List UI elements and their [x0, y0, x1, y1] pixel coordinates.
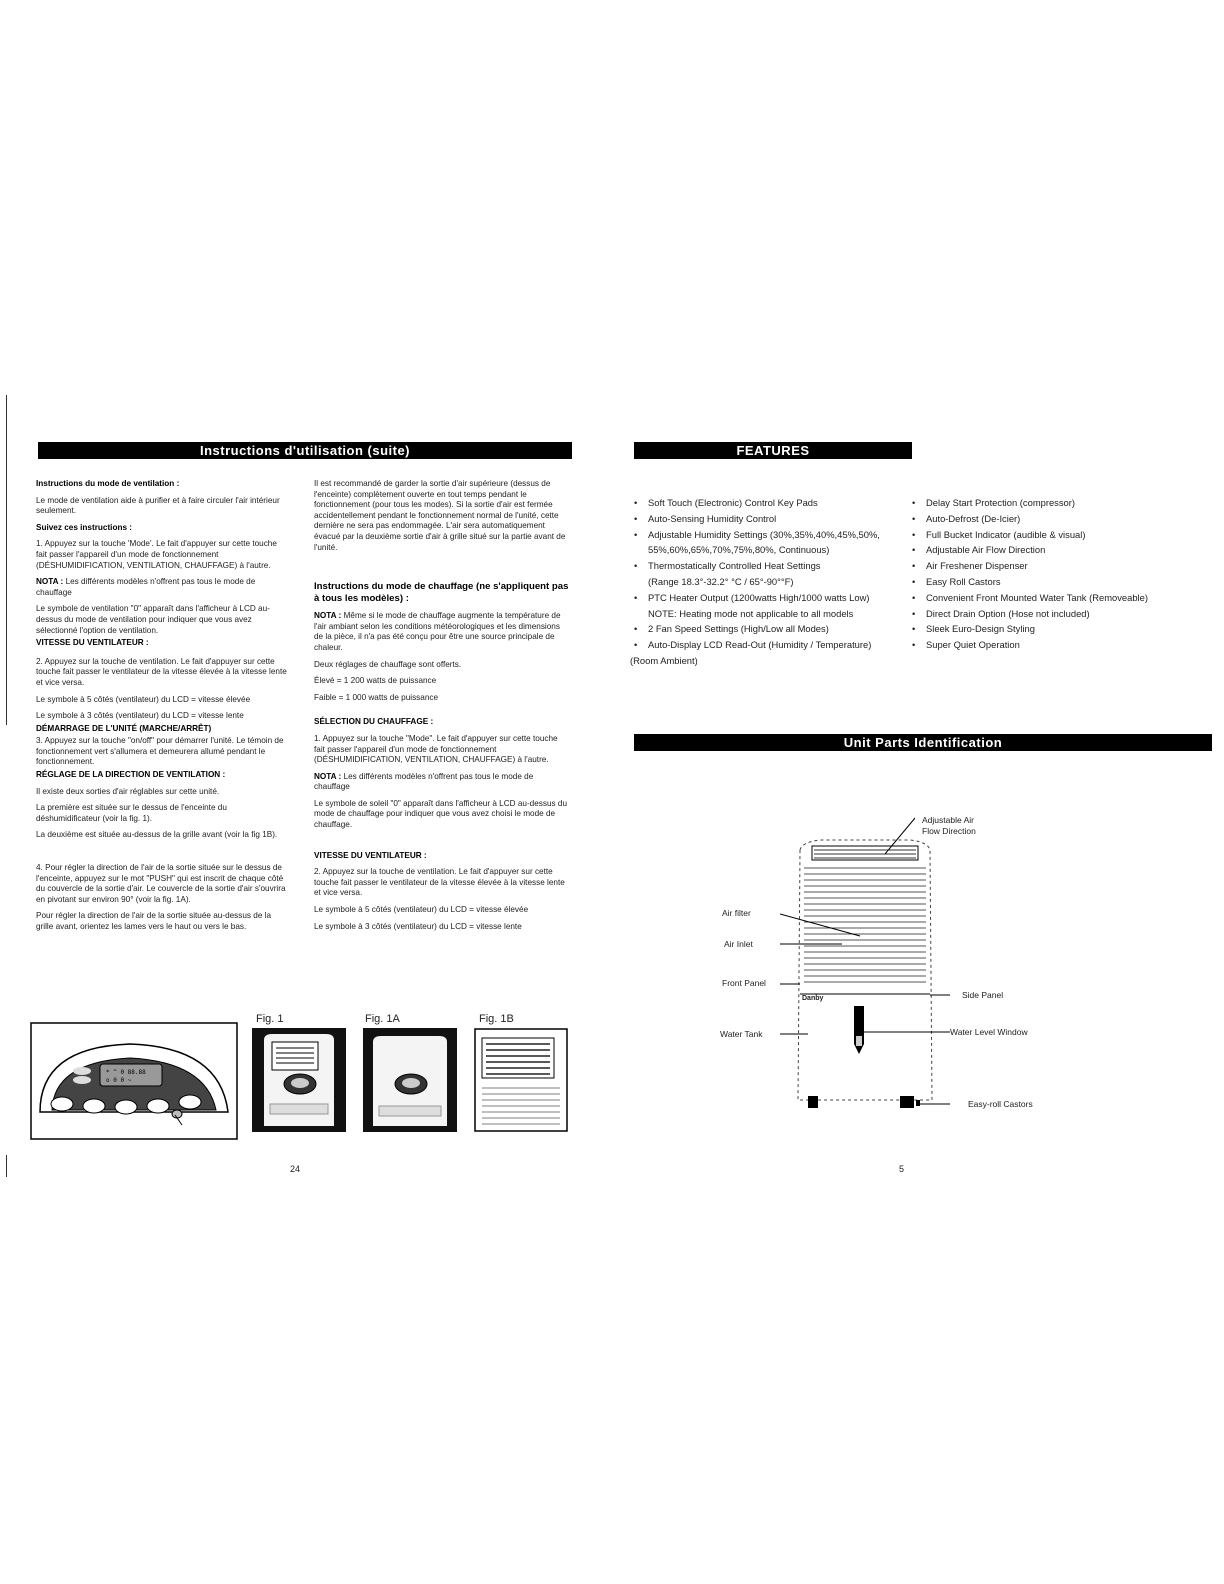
nota-1	[36, 577, 290, 598]
control-panel-figure	[30, 1022, 238, 1140]
first-outlet: La première est située sur le dessus de l'enceinte du déshumidificateur (voir la fig. 1).	[36, 803, 227, 823]
vent-title: Instructions du mode de ventilation :	[36, 479, 180, 488]
heat-nota	[314, 611, 570, 653]
instructions-header: Instructions d'utilisation (suite)	[38, 442, 572, 459]
svg-text:* ^ 0 88.88: * ^ 0 88.88	[106, 1069, 146, 1076]
label-water-tank: Water Tank	[720, 1029, 763, 1039]
low-speed: Le symbole à 3 côtés (ventilateur) du LCD = vitesse lente	[36, 711, 244, 721]
label-air-filter: Air filter	[722, 908, 751, 918]
eleve: Élevé = 1 200 watts de puissance	[314, 676, 437, 686]
feature-item: • Auto-Display LCD Read-Out (Humidity / Temperature)	[634, 637, 904, 653]
fig-1a-caption: Fig. 1A	[365, 1013, 400, 1025]
heat-nota-label: NOTA :	[314, 611, 342, 621]
follow-title: Suivez ces instructions :	[36, 522, 133, 532]
front-grille: Pour régler la direction de l'air de la sortie située au-dessus de la grille avant, orientez les lames vers le haut ou vers le bas.	[36, 911, 272, 931]
start-title: DÉMARRAGE DE L'UNITÉ (MARCHE/ARRÊT)	[36, 723, 212, 733]
left-page-number: 24	[290, 1164, 301, 1174]
vent-symbol: Le symbole de ventilation "0" apparaît dans l'afficheur à LCD au-dessus du mode de ventilation pour indiquer que vous avez sélectionné l'option de ventilation.	[36, 604, 270, 635]
fig-1b-image	[474, 1028, 568, 1132]
feature-item: • Delay Start Protection (compressor)	[912, 495, 1212, 511]
two-settings: Deux réglages de chauffage sont offerts.	[314, 659, 462, 669]
label-adjustable-air: Adjustable Air	[922, 815, 974, 825]
heat-nota-text: Même si le mode de chauffage augmente la température de l'air ambiant selon les conditions météorologiques et les dimensions de la pièce, il n'a pas été conçu pour être une source principale de chaleur.	[314, 611, 561, 652]
feature-item: • Soft Touch (Electronic) Control Key Pads	[634, 495, 904, 511]
label-easy-roll-castors: Easy-roll Castors	[968, 1099, 1033, 1109]
fig-1a-image	[363, 1028, 457, 1132]
fan-title-2: VITESSE DU VENTILATEUR :	[314, 850, 427, 860]
danby-logo: Danby	[802, 995, 824, 1002]
fan-2: 2. Appuyez sur la touche de ventilation. Le fait d'appuyer sur cette touche fait passer le ventilateur de la vitesse élevée à la vitesse lente et vice versa.	[314, 867, 565, 898]
feature-item: • Auto-Defrost (De-Icier)	[912, 511, 1212, 527]
right-page-number: 5	[899, 1164, 905, 1174]
sun-symbol: Le symbole de soleil "0" apparaît dans l'afficheur à LCD au-dessus du mode de chauffage pour indiquer que vous avez choisi le mode de chauffage.	[314, 798, 567, 830]
heat-title: Instructions du mode de chauffage (ne s'appliquent pas à tous les modèles) :	[314, 581, 569, 605]
binding-line-top	[6, 395, 7, 725]
feature-item: • Adjustable Air Flow Direction	[912, 542, 1212, 558]
feature-item: • Sleek Euro-Design Styling	[912, 621, 1212, 637]
nota-text: Les différents modèles n'offrent pas tous le mode de chauffage	[36, 577, 256, 597]
label-flow-direction: Flow Direction	[922, 826, 976, 836]
nota-2-label: NOTA :	[314, 771, 342, 781]
outlets: Il existe deux sorties d'air réglables sur cette unité.	[36, 786, 220, 796]
low-speed-2: Le symbole à 3 côtés (ventilateur) du LCD = vitesse lente	[314, 921, 522, 931]
nota-2	[314, 772, 570, 793]
binding-line-bottom	[6, 1155, 7, 1177]
nota-2-text: Les différents modèles n'offrent pas tous le mode de chauffage	[314, 771, 534, 792]
label-front-panel: Front Panel	[722, 978, 766, 988]
features-left-list	[630, 495, 904, 669]
feature-item: • Super Quiet Operation	[912, 637, 1212, 653]
high-speed: Le symbole à 5 côtés (ventilateur) du LCD = vitesse élevée	[36, 694, 251, 704]
selection-title: SÉLECTION DU CHAUFFAGE :	[314, 717, 434, 727]
direction-title: RÉGLAGE DE LA DIRECTION DE VENTILATION :	[36, 770, 226, 780]
second-outlet: La deuxième est située au-dessus de la grille avant (voir la fig 1B).	[36, 830, 278, 840]
feature-continuation: (Range 18.3°-32.2° °C / 65°-90°°F)	[648, 575, 794, 587]
label-side-panel: Side Panel	[962, 990, 1004, 1000]
feature-item: • Air Freshener Dispenser	[912, 558, 1212, 574]
feature-item: • Direct Drain Option (Hose not included)	[912, 606, 1212, 622]
step-2: 2. Appuyez sur la touche de ventilation. Le fait d'appuyer sur cette touche fait passer le ventilateur de la vitesse élevée à la vitesse lente et vice versa.	[36, 656, 287, 687]
vent-intro: Le mode de ventilation aide à purifier et à faire circuler l'air intérieur seulement.	[36, 495, 280, 516]
feature-item: • Thermostatically Controlled Heat Settings	[634, 558, 904, 574]
feature-item: • Auto-Sensing Humidity Control	[634, 511, 904, 527]
nota-label: NOTA :	[36, 577, 64, 587]
fan-speed-title: VITESSE DU VENTILATEUR :	[36, 638, 149, 648]
left-column-1	[36, 479, 290, 939]
fig-1-image	[252, 1028, 346, 1132]
step-4: 4. Pour régler la direction de l'air de la sortie située sur le dessus de l'enceinte, appuyez sur le mot "PUSH" qui est inscrit de chaque côté du couvercle de la sortie d'air. Le couvercle de la sortie d'air s'ouvrira en pivotant sur environ 90° (voir la fig. 1A).	[36, 863, 286, 904]
feature-item: • PTC Heater Output (1200watts High/1000 watts Low)	[634, 590, 904, 606]
parts-header: Unit Parts Identification	[634, 734, 1212, 751]
feature-note: NOTE: Heating mode not applicable to all models	[648, 607, 854, 619]
label-air-inlet: Air Inlet	[724, 939, 753, 949]
features-right-list	[912, 495, 1212, 653]
selection-1: 1. Appuyez sur la touche "Mode". Le fait d'appuyer sur cette touche fait passer l'appareil d'un mode de fonctionnement (DÉSHUMIDIFICATION, VENTILATION, CHAUFFAGE) à l'autre.	[314, 733, 558, 765]
label-water-level-window: Water Level Window	[950, 1027, 1028, 1037]
left-column-2	[314, 479, 570, 938]
feature-item: • 2 Fan Speed Settings (High/Low all Modes)	[634, 621, 904, 637]
svg-text:o 0 0 ~: o 0 0 ~	[106, 1077, 132, 1084]
step-3: 3. Appuyez sur la touche "on/off" pour démarrer l'unité. Le témoin de fonctionnement vert s'allumera et demeurera allumé pendant le fonctionnement.	[36, 736, 284, 767]
feature-item: • Adjustable Humidity Settings (30%,35%,40%,45%,50%,	[634, 527, 904, 543]
feature-continuation: (Room Ambient)	[630, 654, 698, 666]
feature-continuation: 55%,60%,65%,70%,75%,80%, Continuous)	[648, 544, 830, 556]
fig-1b-caption: Fig. 1B	[479, 1013, 514, 1025]
step-1: 1. Appuyez sur la touche 'Mode'. Le fait d'appuyer sur cette touche fait passer l'appareil d'un mode de fonctionnement (DÉSHUMIDIFICATION, VENTILATION, CHAUFFAGE) à l'autre.	[36, 539, 277, 570]
feature-item: • Full Bucket Indicator (audible & visual)	[912, 527, 1212, 543]
features-header: FEATURES	[634, 442, 912, 459]
feature-item: • Easy Roll Castors	[912, 574, 1212, 590]
faible: Faible = 1 000 watts de puissance	[314, 692, 439, 702]
fig-1-caption: Fig. 1	[256, 1013, 284, 1025]
recommend: Il est recommandé de garder la sortie d'air supérieure (dessus de l'enceinte) complètement ouverte en tout temps pendant le fonctionnement (pour tous les modes). Si la sortie d'air est fermée accidentellement pendant le fonctionnement normal de l'unité, cette dernière ne sera pas endommagée. L'air sera automatiquement évacué par la deuxième sortie d'air à grille situé sur la partie avant de l'unité.	[314, 479, 566, 552]
high-speed-2: Le symbole à 5 côtés (ventilateur) du LCD = vitesse élevée	[314, 905, 529, 915]
feature-item: • Convenient Front Mounted Water Tank (Removeable)	[912, 590, 1212, 606]
dehumidifier-diagram	[780, 810, 950, 1115]
